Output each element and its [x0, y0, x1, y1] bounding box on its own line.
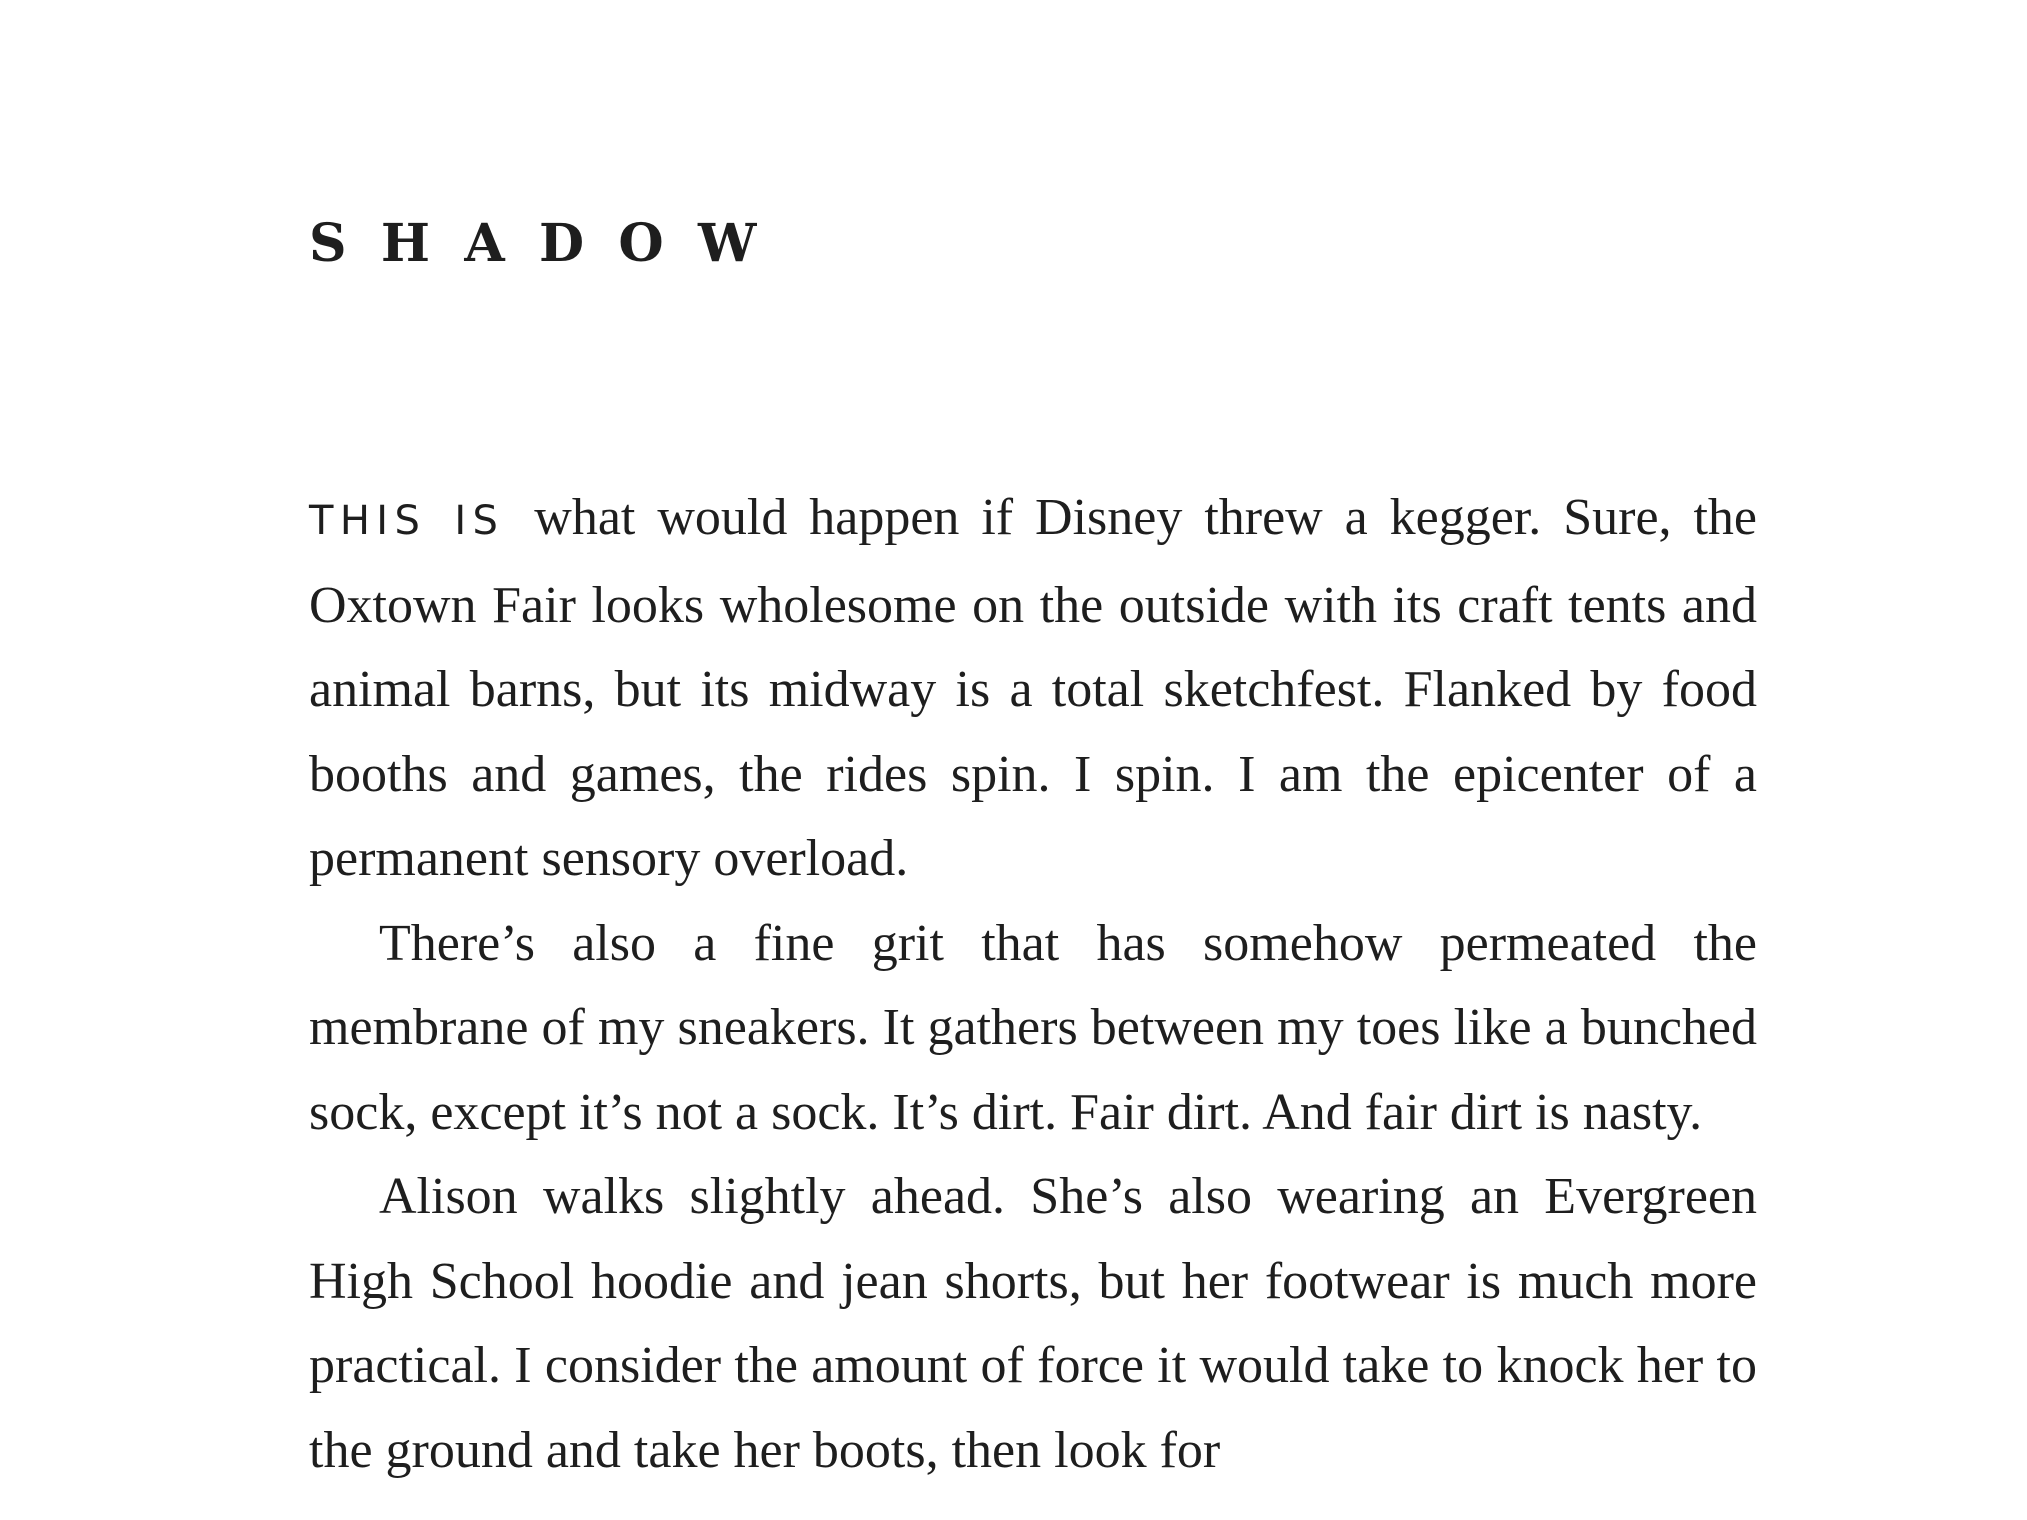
book-page	[309, 0, 1757, 1520]
paragraph-3: Alison walks slightly ahead. She’s also wearing an Evergreen High School hoodie and jean shorts, but her footwear is much more practical. I consider the amount of force it would take to knock her to the ground and take her boots, then look for	[309, 1168, 1757, 1479]
chapter-title: SHADOW	[309, 213, 791, 274]
lead-in-small-caps: THIS IS	[309, 498, 505, 544]
chapter-body	[309, 476, 1757, 1493]
paragraph-1-text: what would happen if Disney threw a kegger. Sure, the Oxtown Fair looks wholesome on the outside with its craft tents and animal barns, but its midway is a total sketchfest. Flanked by food booths and games, the rides spin. I spin. I am the epicenter of a permanent sensory overload.	[309, 489, 1758, 887]
paragraph-1	[309, 476, 1757, 902]
paragraph-2: There’s also a fine grit that has somehow permeated the membrane of my sneakers. It gathers between my toes like a bunched sock, except it’s not a sock. It’s dirt. Fair dirt. And fair dirt is nasty.	[309, 914, 1757, 1141]
